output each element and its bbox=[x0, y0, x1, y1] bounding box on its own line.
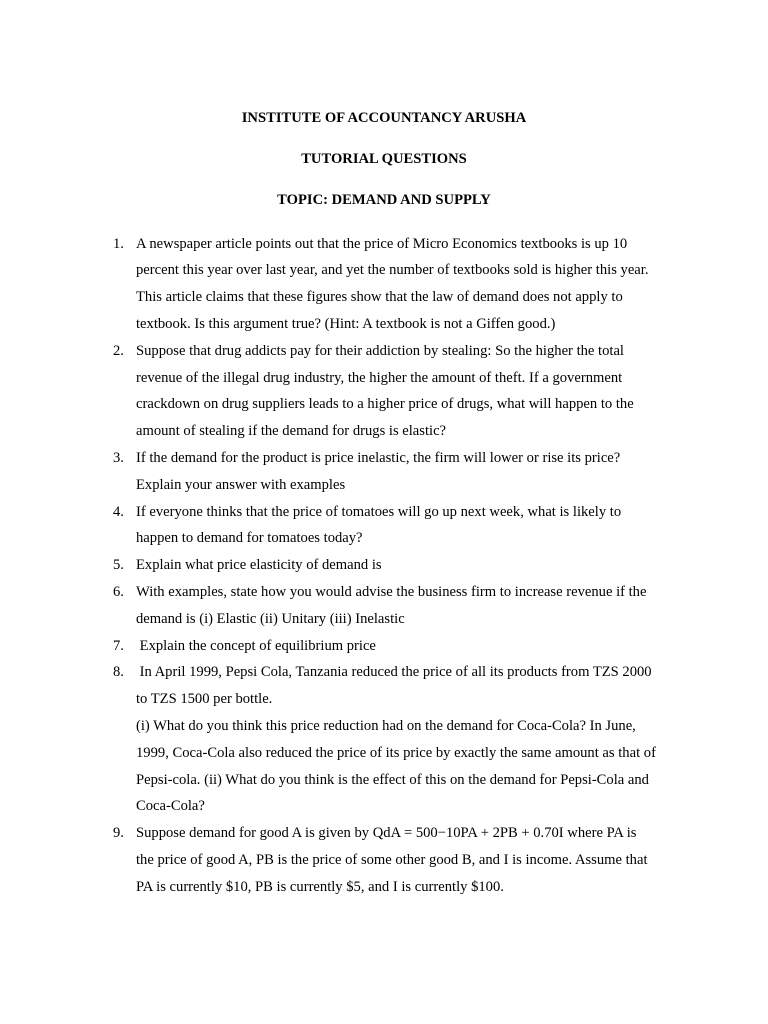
question-line: A newspaper article points out that the price of Micro Economics textbooks is up 10 bbox=[136, 235, 628, 252]
question-line: revenue of the illegal drug industry, the higher the amount of theft. If a government bbox=[136, 369, 623, 386]
question-line: the price of good A, PB is the price of some other good B, and I is income. Assume that bbox=[136, 851, 648, 868]
question-text bbox=[136, 499, 736, 553]
question-line: 1999, Coca-Cola also reduced the price of its price by exactly the same amount as that of bbox=[136, 744, 656, 761]
question-text bbox=[136, 552, 736, 579]
question-line: Suppose that drug addicts pay for their addiction by stealing: So the higher the total bbox=[136, 342, 624, 359]
question-line: Suppose demand for good A is given by QdA = 500−10PA + 2PB + 0.70I where PA is bbox=[136, 825, 637, 842]
question-number: 3. bbox=[113, 449, 124, 466]
question-text bbox=[136, 659, 736, 820]
question-line: textbook. Is this argument true? (Hint: A textbook is not a Giffen good.) bbox=[136, 315, 556, 332]
document-header bbox=[0, 105, 768, 229]
question-text bbox=[136, 579, 736, 633]
question-item bbox=[0, 445, 768, 499]
question-item bbox=[0, 552, 768, 579]
question-item bbox=[0, 579, 768, 633]
question-item bbox=[0, 659, 768, 820]
question-line: happen to demand for tomatoes today? bbox=[136, 530, 363, 547]
question-number: 7. bbox=[113, 637, 124, 654]
question-text bbox=[136, 820, 736, 900]
question-line: In April 1999, Pepsi Cola, Tanzania reduced the price of all its products from TZS 2000 bbox=[136, 664, 652, 681]
question-line: PA is currently $10, PB is currently $5, and I is currently $100. bbox=[136, 878, 504, 895]
question-number: 1. bbox=[113, 235, 124, 252]
question-list bbox=[0, 231, 768, 901]
question-line: Coca-Cola? bbox=[136, 798, 205, 815]
question-item bbox=[0, 338, 768, 445]
question-line: crackdown on drug suppliers leads to a higher price of drugs, what will happen to the bbox=[136, 396, 634, 413]
question-item bbox=[0, 231, 768, 338]
question-item bbox=[0, 633, 768, 660]
question-line: (i) What do you think this price reduction had on the demand for Coca-Cola? In June, bbox=[136, 717, 636, 734]
question-line: Explain the concept of equilibrium price bbox=[136, 637, 376, 654]
question-number: 5. bbox=[113, 557, 124, 574]
question-line: Explain what price elasticity of demand is bbox=[136, 557, 382, 574]
question-number: 8. bbox=[113, 664, 124, 681]
topic-heading: TOPIC: DEMAND AND SUPPLY bbox=[277, 192, 491, 209]
question-number: 6. bbox=[113, 583, 124, 600]
question-line: Pepsi-cola. (ii) What do you think is the effect of this on the demand for Pepsi-Cola and bbox=[136, 771, 649, 788]
question-text bbox=[136, 231, 736, 338]
question-line: If everyone thinks that the price of tomatoes will go up next week, what is likely to bbox=[136, 503, 622, 520]
question-line: to TZS 1500 per bottle. bbox=[136, 691, 273, 708]
question-line: demand is (i) Elastic (ii) Unitary (iii) Inelastic bbox=[136, 610, 405, 627]
question-line: If the demand for the product is price inelastic, the firm will lower or rise its price? bbox=[136, 449, 621, 466]
question-line: This article claims that these figures show that the law of demand does not apply to bbox=[136, 289, 623, 306]
question-line: amount of stealing if the demand for drugs is elastic? bbox=[136, 423, 447, 440]
question-item bbox=[0, 820, 768, 900]
question-line: Explain your answer with examples bbox=[136, 476, 346, 493]
question-number: 4. bbox=[113, 503, 124, 520]
question-text bbox=[136, 633, 736, 660]
institute-title: INSTITUTE OF ACCOUNTANCY ARUSHA bbox=[241, 109, 527, 126]
question-text bbox=[136, 445, 736, 499]
document-subtitle: TUTORIAL QUESTIONS bbox=[301, 150, 467, 167]
question-number: 9. bbox=[113, 825, 124, 842]
question-text bbox=[136, 338, 736, 445]
question-line: percent this year over last year, and yet the number of textbooks sold is higher this year. bbox=[136, 262, 649, 279]
question-number: 2. bbox=[113, 342, 124, 359]
question-item bbox=[0, 499, 768, 553]
question-line: With examples, state how you would advise the business firm to increase revenue if the bbox=[136, 583, 647, 600]
